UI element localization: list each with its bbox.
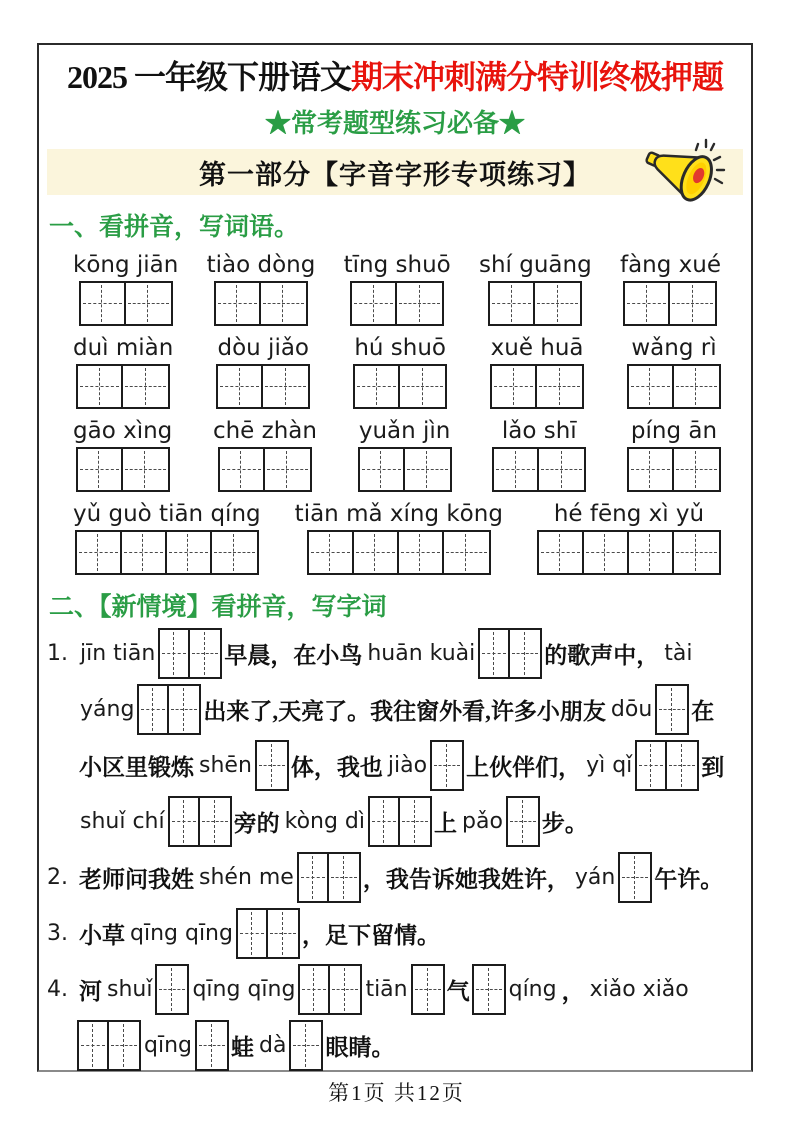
writing-grid-cell: [122, 532, 167, 573]
chinese-text: 小区里锻炼: [79, 755, 194, 780]
pinyin-word-item: [213, 418, 317, 492]
writing-grid-cell: [354, 532, 399, 573]
writing-grid: [236, 908, 300, 959]
writing-grid: [368, 796, 432, 847]
chinese-text: 体，我也: [290, 755, 383, 780]
writing-grid-cell: [329, 854, 359, 901]
item-number: 3.: [47, 921, 68, 946]
writing-grid: [77, 1020, 141, 1071]
section-banner: [47, 149, 743, 195]
sentence-line: [47, 852, 743, 903]
writing-grid-cell: [169, 686, 199, 733]
title-black-part: 2025 一年级下册语文: [66, 59, 351, 95]
sentence-line: [47, 1020, 743, 1071]
chinese-text: 上伙伴们，: [466, 755, 582, 780]
chinese-text: 上: [434, 811, 458, 836]
title-red-part: 期末冲刺满分特训终极押题: [351, 59, 724, 95]
writing-grid-cell: [667, 742, 697, 789]
writing-grid-cell: [216, 283, 261, 324]
sentence-line: [47, 628, 743, 679]
pinyin-label: dòu jiǎo: [217, 335, 310, 361]
writing-grid: [472, 964, 506, 1015]
chinese-text: 的歌声中，: [544, 643, 660, 668]
writing-grid-cell: [139, 686, 169, 733]
pinyin-word-item: [73, 418, 172, 492]
writing-grid-cell: [200, 798, 230, 845]
writing-grid-cell: [257, 742, 287, 789]
pinyin-label: tiào dòng: [206, 252, 316, 278]
pinyin-word-item: [216, 335, 310, 409]
writing-grid: [214, 281, 308, 326]
pinyin-text: shén me: [199, 865, 294, 890]
subtitle: ★常考题型练习必备★: [264, 109, 525, 138]
page-border-box: [37, 43, 753, 1072]
writing-grid-cell: [620, 854, 650, 901]
pinyin-word-item: [295, 501, 503, 575]
writing-grid: [255, 740, 289, 791]
writing-grid-cell: [537, 366, 582, 407]
megaphone-icon: [641, 137, 729, 203]
writing-grid: [623, 281, 717, 326]
pinyin-label: lǎo shī: [501, 418, 577, 444]
pinyin-text: jiào: [387, 753, 428, 778]
pinyin-text: shēn: [199, 753, 252, 778]
sentence-line: [47, 740, 743, 791]
writing-grid-cell: [629, 449, 674, 490]
pinyin-label: wǎng rì: [631, 335, 717, 361]
chinese-text: 旁的: [233, 811, 280, 836]
pinyin-word-item: [73, 335, 173, 409]
pinyin-label: xuě huā: [490, 335, 584, 361]
writing-grid-cell: [370, 798, 400, 845]
pinyin-word-item: [73, 501, 261, 575]
pinyin-word-item: [627, 418, 721, 492]
writing-grid-cell: [360, 449, 405, 490]
writing-grid: [216, 364, 310, 409]
writing-grid: [297, 852, 361, 903]
writing-grid: [488, 281, 582, 326]
pinyin-word-row: [47, 252, 743, 326]
chinese-text: 早晨，在小鸟: [224, 643, 363, 668]
pinyin-label: chē zhàn: [212, 418, 317, 444]
pinyin-label: kōng jiān: [73, 252, 179, 278]
pinyin-label: gāo xìng: [73, 418, 173, 444]
writing-grid-cell: [670, 283, 715, 324]
writing-grid: [635, 740, 699, 791]
writing-grid-cell: [265, 449, 310, 490]
writing-grid-cell: [674, 532, 719, 573]
pinyin-text: qīng: [144, 1033, 192, 1058]
writing-grid: [358, 447, 452, 492]
page-title: [47, 57, 743, 97]
chinese-text: 步。: [541, 811, 588, 836]
writing-grid: [627, 364, 721, 409]
writing-grid: [75, 530, 259, 575]
writing-grid-cell: [77, 532, 122, 573]
pinyin-text: qīng qīng: [130, 921, 233, 946]
item-number: 2.: [47, 865, 68, 890]
writing-grid-cell: [78, 366, 123, 407]
writing-grid-cell: [625, 283, 670, 324]
writing-grid-cell: [167, 532, 212, 573]
writing-grid-cell: [432, 742, 462, 789]
pinyin-text: jīn tiān: [80, 641, 156, 666]
writing-grid: [353, 364, 447, 409]
chinese-text: ，: [561, 979, 585, 1004]
sentence-line: [47, 964, 743, 1015]
pinyin-label: hé fēng xì yǔ: [553, 501, 705, 527]
writing-grid-cell: [352, 283, 397, 324]
writing-grid-cell: [629, 532, 674, 573]
writing-grid-cell: [444, 532, 489, 573]
writing-grid: [155, 964, 189, 1015]
writing-grid-cell: [160, 630, 190, 677]
writing-grid-cell: [480, 630, 510, 677]
chinese-text: 在: [691, 699, 715, 724]
writing-grid-cell: [261, 283, 306, 324]
pinyin-word-item: [620, 252, 721, 326]
writing-grid-cell: [291, 1022, 321, 1069]
pinyin-text: yán: [574, 865, 616, 890]
writing-grid: [537, 530, 721, 575]
pinyin-text: huān kuài: [367, 641, 476, 666]
writing-grid: [350, 281, 444, 326]
pinyin-text: yì qǐ: [586, 753, 633, 778]
writing-grid-cell: [400, 798, 430, 845]
pinyin-word-item: [358, 418, 452, 492]
writing-grid-cell: [510, 630, 540, 677]
chinese-text: 出来了,天亮了。我往窗外看,许多小朋友: [203, 699, 606, 724]
writing-grid-cell: [508, 798, 538, 845]
item-number: 4.: [47, 977, 68, 1002]
pinyin-word-item: [479, 252, 592, 326]
writing-grid-cell: [494, 449, 539, 490]
writing-grid-cell: [212, 532, 257, 573]
writing-grid-cell: [157, 966, 187, 1013]
writing-grid: [307, 530, 491, 575]
section1-heading: 一、看拼音，写词语。: [49, 214, 300, 241]
sentence-line: [47, 908, 743, 959]
writing-grid: [158, 628, 222, 679]
writing-grid-cell: [126, 283, 171, 324]
writing-grid-cell: [268, 910, 298, 957]
writing-grid: [79, 281, 173, 326]
pinyin-label: fàng xué: [619, 252, 721, 278]
writing-grid-cell: [397, 283, 442, 324]
chinese-text: 午许。: [654, 867, 724, 892]
chinese-text: 眼睛。: [325, 1035, 395, 1060]
writing-grid: [490, 364, 584, 409]
chinese-text: 到: [701, 755, 725, 780]
chinese-text: 气: [446, 979, 470, 1004]
writing-grid-cell: [109, 1022, 139, 1069]
writing-grid: [618, 852, 652, 903]
pinyin-text: dà: [259, 1033, 287, 1058]
writing-grid: [137, 684, 201, 735]
writing-grid-cell: [405, 449, 450, 490]
writing-grid-cell: [674, 366, 719, 407]
writing-grid: [506, 796, 540, 847]
chinese-text: 小草: [79, 923, 125, 948]
pinyin-word-row: [47, 418, 743, 492]
writing-grid: [218, 447, 312, 492]
writing-grid-cell: [220, 449, 265, 490]
writing-grid-cell: [399, 532, 444, 573]
pinyin-label: yǔ guò tiān qíng: [73, 501, 261, 527]
pinyin-text: xiǎo xiǎo: [589, 977, 689, 1002]
pinyin-text: tài: [664, 641, 693, 666]
pinyin-word-item: [537, 501, 721, 575]
pinyin-word-item: [344, 252, 451, 326]
writing-grid: [411, 964, 445, 1015]
pinyin-word-item: [207, 252, 316, 326]
pinyin-word-item: [627, 335, 721, 409]
pinyin-text: shuǐ chí: [80, 809, 165, 834]
writing-grid-cell: [400, 366, 445, 407]
writing-grid-cell: [657, 686, 687, 733]
writing-grid-cell: [535, 283, 580, 324]
writing-grid-cell: [238, 910, 268, 957]
pinyin-text: yáng: [80, 697, 135, 722]
writing-grid: [195, 1020, 229, 1071]
chinese-text: ，我告诉她我姓许，: [362, 867, 570, 892]
writing-grid: [655, 684, 689, 735]
pinyin-text: dōu: [610, 697, 653, 722]
writing-grid-cell: [197, 1022, 227, 1069]
writing-grid-cell: [474, 966, 504, 1013]
pinyin-text: kòng dì: [284, 809, 366, 834]
writing-grid-cell: [492, 366, 537, 407]
writing-grid-cell: [79, 1022, 109, 1069]
pinyin-word-row: [47, 501, 743, 575]
writing-grid-cell: [81, 283, 126, 324]
pinyin-label: yuǎn jìn: [358, 418, 451, 444]
writing-grid-cell: [539, 532, 584, 573]
chinese-text: 老师问我姓: [79, 867, 194, 892]
writing-grid-cell: [539, 449, 584, 490]
pinyin-label: píng ān: [630, 418, 718, 444]
writing-grid-cell: [78, 449, 123, 490]
pinyin-word-item: [492, 418, 586, 492]
chinese-text: 蛙: [231, 1035, 254, 1060]
writing-grid-cell: [123, 366, 168, 407]
writing-grid-cell: [123, 449, 168, 490]
writing-grid-cell: [629, 366, 674, 407]
writing-grid-cell: [300, 966, 330, 1013]
pinyin-label: shí guāng: [478, 252, 592, 278]
chinese-text: ，足下留情。: [301, 923, 440, 948]
pinyin-text: tiān: [365, 977, 408, 1002]
writing-grid: [289, 1020, 323, 1071]
section2-heading: 二、【新情境】看拼音，写字词: [49, 594, 387, 621]
pinyin-label: hú shuō: [354, 335, 447, 361]
writing-grid: [298, 964, 362, 1015]
pinyin-label: tīng shuō: [343, 252, 451, 278]
pinyin-word-item: [490, 335, 584, 409]
banner-title: 第一部分【字音字形专项练习】: [199, 159, 591, 190]
section2-items: [47, 628, 743, 1071]
pinyin-label: duì miàn: [73, 335, 174, 361]
writing-grid: [478, 628, 542, 679]
sentence-line: [47, 684, 743, 735]
pinyin-text: qīng qīng: [192, 977, 296, 1002]
writing-grid: [627, 447, 721, 492]
writing-grid-cell: [170, 798, 200, 845]
writing-grid-cell: [490, 283, 535, 324]
writing-grid: [168, 796, 232, 847]
section1-rows: [47, 252, 743, 575]
writing-grid-cell: [674, 449, 719, 490]
pinyin-text: qíng: [508, 977, 557, 1002]
writing-grid-cell: [263, 366, 308, 407]
writing-grid-cell: [190, 630, 220, 677]
writing-grid-cell: [413, 966, 443, 1013]
writing-grid-cell: [584, 532, 629, 573]
writing-grid-cell: [299, 854, 329, 901]
writing-grid: [492, 447, 586, 492]
pinyin-word-item: [353, 335, 447, 409]
writing-grid-cell: [218, 366, 263, 407]
sentence-line: [47, 796, 743, 847]
writing-grid: [76, 364, 170, 409]
writing-grid: [76, 447, 170, 492]
pinyin-label: tiān mǎ xíng kōng: [294, 501, 503, 527]
writing-grid-cell: [355, 366, 400, 407]
page-footer: 第1页 共12页: [328, 1081, 465, 1105]
writing-grid-cell: [330, 966, 360, 1013]
pinyin-text: shuǐ: [107, 977, 153, 1002]
pinyin-word-row: [47, 335, 743, 409]
writing-grid-cell: [309, 532, 354, 573]
pinyin-word-item: [73, 252, 178, 326]
writing-grid: [430, 740, 464, 791]
pinyin-text: pǎo: [462, 809, 503, 834]
chinese-text: 河: [79, 979, 102, 1004]
writing-grid-cell: [637, 742, 667, 789]
item-number: 1.: [47, 641, 68, 666]
